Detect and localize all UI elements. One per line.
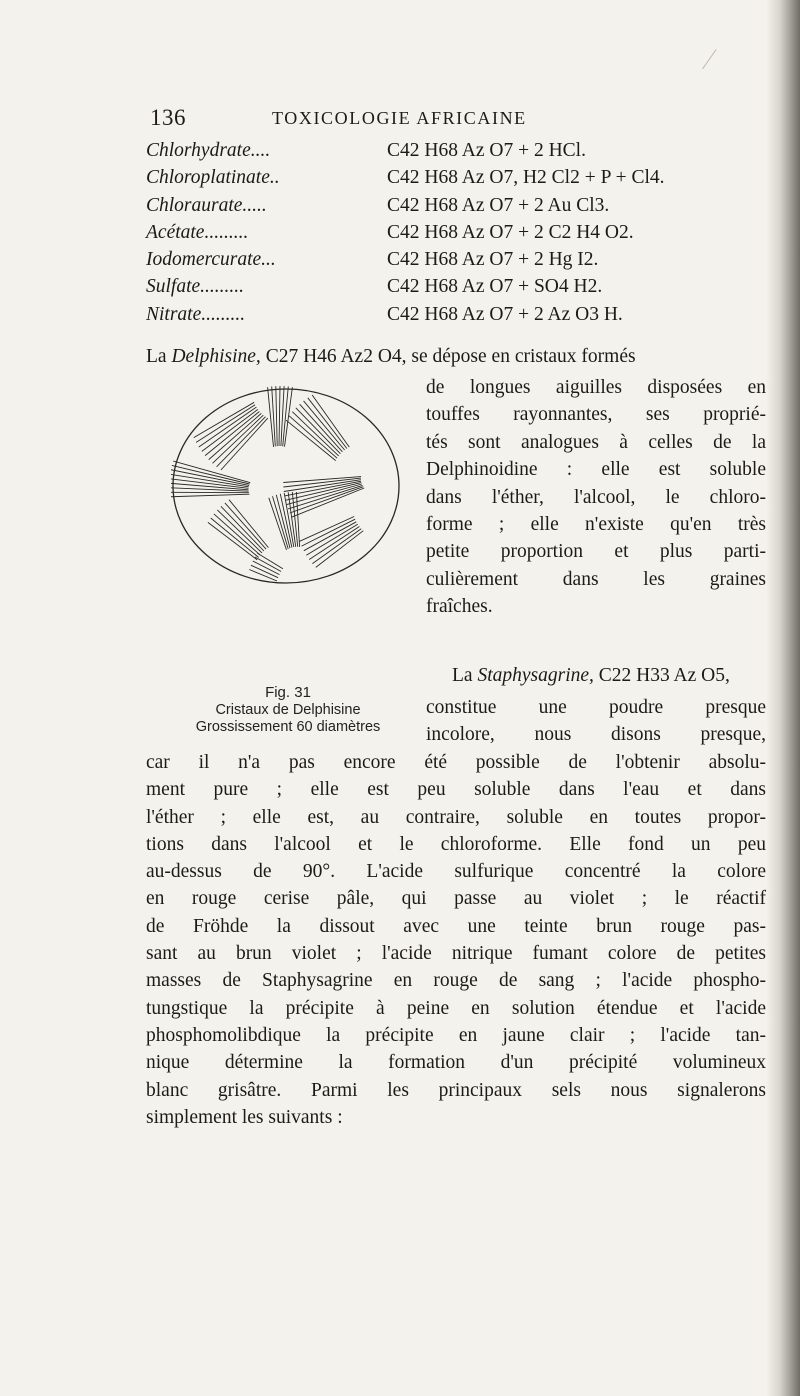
- compound-formula: C22 H33 Az O5,: [598, 665, 730, 686]
- figure-31: [158, 370, 412, 735]
- text-line: tungstique la précipite à peine en solution étendue et l'acide: [146, 997, 766, 1019]
- salt-formula: C42 H68 Az O7 + 2 Hg I2.: [387, 249, 599, 271]
- crystal-needle: [202, 409, 258, 451]
- salt-row: [146, 222, 766, 249]
- text-line: sant au brun violet ; l'acide nitrique fumant colore de petites: [146, 943, 766, 965]
- crystal-needle: [172, 465, 250, 484]
- crystal-needle: [171, 470, 249, 486]
- lead-word: La: [146, 346, 167, 367]
- salt-formula: C42 H68 Az O7 + 2 C2 H4 O2.: [387, 221, 634, 243]
- figure-caption-magnification: Grossissement 60 diamètres: [195, 719, 381, 735]
- staphysagrine-first-line: [452, 665, 730, 687]
- crystal-needle: [309, 527, 359, 560]
- lead-word: La: [452, 665, 473, 686]
- salt-row: [146, 195, 766, 222]
- crystal-needle: [276, 386, 277, 446]
- body-paragraph: [146, 749, 766, 1131]
- page-edge-shadow: [766, 0, 800, 1396]
- compound-name: Staphysagrine,: [477, 665, 594, 686]
- salt-row: [146, 304, 766, 331]
- text-line: tés sont analogues à celles de la: [426, 431, 766, 453]
- crystal-illustration: [171, 370, 401, 672]
- page-header: [150, 105, 770, 135]
- page-number: 136: [150, 105, 186, 130]
- text-line: constitue une poudre presque: [426, 697, 766, 718]
- staphysagrine-text: [426, 694, 766, 749]
- salt-list: [146, 140, 766, 331]
- crystal-needle: [199, 407, 257, 447]
- salt-name: Iodomercurate...: [146, 249, 276, 271]
- crystal-needle: [287, 484, 362, 505]
- compound-name: Delphisine,: [171, 346, 261, 367]
- crystal-needle: [292, 412, 338, 456]
- figure-caption: Cristaux de Delphisine: [215, 702, 361, 718]
- salt-formula: C42 H68 Az O7, H2 Cl2 + P + Cl4.: [387, 167, 665, 189]
- text-line: phosphomolibdique la précipite en jaune clair ; l'acide tan-: [146, 1024, 766, 1046]
- text-line: culièrement dans les graines: [426, 568, 766, 590]
- crystal-needle: [221, 418, 268, 470]
- crystal-needle: [286, 420, 336, 460]
- text-line: simplement les suivants :: [146, 1106, 343, 1128]
- text-line: Delphinoidine : elle est soluble: [426, 459, 766, 481]
- text-line: touffes rayonnantes, ses proprié-: [426, 404, 766, 426]
- salt-formula: C42 H68 Az O7 + 2 Az O3 H.: [387, 303, 623, 325]
- text-line: masses de Staphysagrine en rouge de sang ; l'acide phospho-: [146, 970, 766, 992]
- salt-name: Acétate.........: [146, 221, 249, 243]
- text-line: au-dessus de 90°. L'acide sulfurique concentré la colore: [146, 861, 766, 883]
- crystal-needle: [205, 412, 259, 456]
- crystal-needle: [173, 461, 250, 483]
- crystal-needle: [279, 386, 280, 446]
- delphisine-first-line: [146, 346, 636, 368]
- salt-row: [146, 167, 766, 194]
- salt-name: Sulfate.........: [146, 276, 245, 298]
- text-line: l'éther ; elle est, au contraire, soluble en toutes propor-: [146, 806, 766, 828]
- text-line: ment pure ; elle est peu soluble dans l'eau et dans: [146, 779, 766, 801]
- salt-row: [146, 249, 766, 276]
- text-line: de Fröhde la dissout avec une teinte brun rouge pas-: [146, 915, 766, 937]
- text-line: dans l'éther, l'alcool, le chloro-: [426, 486, 766, 508]
- salt-formula: C42 H68 Az O7 + SO4 H2.: [387, 276, 603, 298]
- salt-name: Nitrate.........: [146, 303, 246, 325]
- crystal-needle: [171, 488, 249, 492]
- salt-name: Chlorhydrate....: [146, 140, 271, 161]
- text-line: incolore, nous disons presque,: [426, 724, 766, 746]
- crystal-needle: [209, 413, 262, 459]
- pencil-mark: [702, 49, 725, 75]
- text-line: tions dans l'alcool et le chloroforme. Elle fond un peu: [146, 833, 766, 855]
- text-line: fraîches.: [426, 596, 493, 618]
- salt-name: Chloraurate.....: [146, 194, 267, 216]
- figure-number: Fig. 31: [265, 684, 311, 701]
- crystal-needle: [171, 494, 249, 497]
- crystal-needle: [304, 401, 345, 450]
- delphisine-text: [426, 374, 766, 621]
- salt-row: [146, 276, 766, 303]
- text-line: forme ; elle n'existe qu'en très: [426, 513, 766, 535]
- salt-name: Chloroplatinate..: [146, 167, 280, 189]
- compound-formula: C27 H46 Az2 O4, se dépose en cristaux formés: [265, 346, 636, 367]
- text-line: en rouge cerise pâle, qui passe au violet ; le réactif: [146, 888, 766, 910]
- text-line: blanc grisâtre. Parmi les principaux sels nous signalerons: [146, 1079, 766, 1101]
- text-line: petite proportion et plus parti-: [426, 541, 766, 563]
- salt-formula: C42 H68 Az O7 + 2 Au Cl3.: [387, 194, 610, 216]
- text-line: car il n'a pas encore été possible de l'obtenir absolu-: [146, 752, 766, 773]
- text-line: de longues aiguilles disposées en: [426, 377, 766, 398]
- crystal-needle: [289, 416, 337, 458]
- salt-formula: C42 H68 Az O7 + 2 HCl.: [387, 140, 586, 161]
- crystal-needle: [312, 529, 361, 564]
- running-title: TOXICOLOGIE AFRICAINE: [272, 108, 527, 128]
- salt-row: [146, 140, 766, 167]
- text-line: nique détermine la formation d'un précipité volumineux: [146, 1052, 766, 1074]
